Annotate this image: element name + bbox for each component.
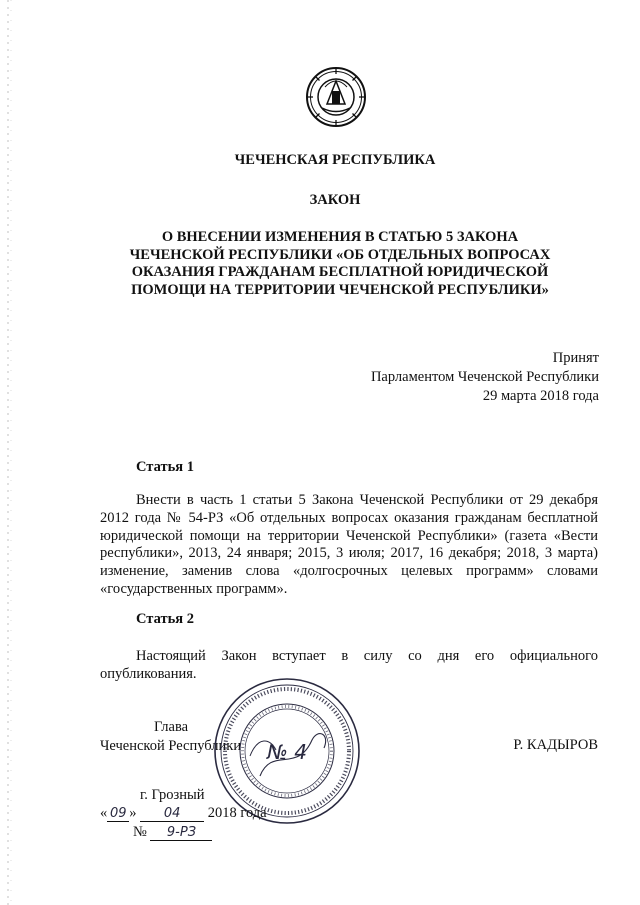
article-2-heading: Статья 2 <box>136 611 194 627</box>
coat-of-arms-emblem <box>305 66 367 128</box>
article-1-text: Внести в часть 1 статьи 5 Закона Чеченской Республики от 29 декабря 2012 года № 54-РЗ «Об отдельных вопросах оказания гражданам бесплатной юридической помощи на территории Чеченской Республики» (газета «Вести республики», 2013, 24 января; 2015, 3 июля; 2017, 16 декабря; 2018, 3 марта) изменение, заменив слова «долгосрочных целевых программ» словами «государственных программ». <box>100 492 598 597</box>
date-year: 2018 года <box>207 805 267 821</box>
law-number-label: № <box>133 824 147 840</box>
signatory-position-line: Чеченской Республики <box>100 738 242 754</box>
law-title-line: ЧЕЧЕНСКОЙ РЕСПУБЛИКИ «ОБ ОТДЕЛЬНЫХ ВОПРОСАХ <box>129 246 551 263</box>
signatory-name: Р. КАДЫРОВ <box>513 737 598 753</box>
stamp-number: № 4 <box>267 740 307 764</box>
date-day-handwritten: 09 <box>107 806 129 822</box>
adoption-date: 29 марта 2018 года <box>482 388 599 404</box>
signatory-position-line: Глава <box>154 719 189 735</box>
article-1-heading: Статья 1 <box>136 459 194 475</box>
law-title-line: ПОМОЩИ НА ТЕРРИТОРИИ ЧЕЧЕНСКОЙ РЕСПУБЛИКИ» <box>131 281 549 298</box>
article-2-text: Настоящий Закон вступает в силу со дня его официального опубликования. <box>100 648 598 682</box>
law-title <box>104 229 576 299</box>
law-title-line: ОКАЗАНИЯ ГРАЖДАНАМ БЕСПЛАТНОЙ ЮРИДИЧЕСКОЙ <box>131 264 549 280</box>
document-type: ЗАКОН <box>309 192 361 208</box>
adoption-body: Парламентом Чеченской Республики <box>370 369 599 385</box>
date-month-handwritten: 04 <box>140 806 204 822</box>
official-seal-stamp <box>212 676 362 826</box>
signing-date <box>100 805 267 822</box>
date-close-quote: » <box>129 805 137 821</box>
law-number <box>133 824 212 841</box>
binding-edge-marks <box>2 0 14 905</box>
republic-name: ЧЕЧЕНСКАЯ РЕСПУБЛИКА <box>234 152 436 168</box>
law-number-handwritten: 9-РЗ <box>150 825 212 841</box>
adoption-block <box>300 349 599 406</box>
place-of-signing: г. Грозный <box>140 787 205 803</box>
date-open-quote: « <box>100 805 108 821</box>
adoption-label: Принят <box>552 350 599 366</box>
law-title-line: О ВНЕСЕНИИ ИЗМЕНЕНИЯ В СТАТЬЮ 5 ЗАКОНА <box>161 229 519 245</box>
